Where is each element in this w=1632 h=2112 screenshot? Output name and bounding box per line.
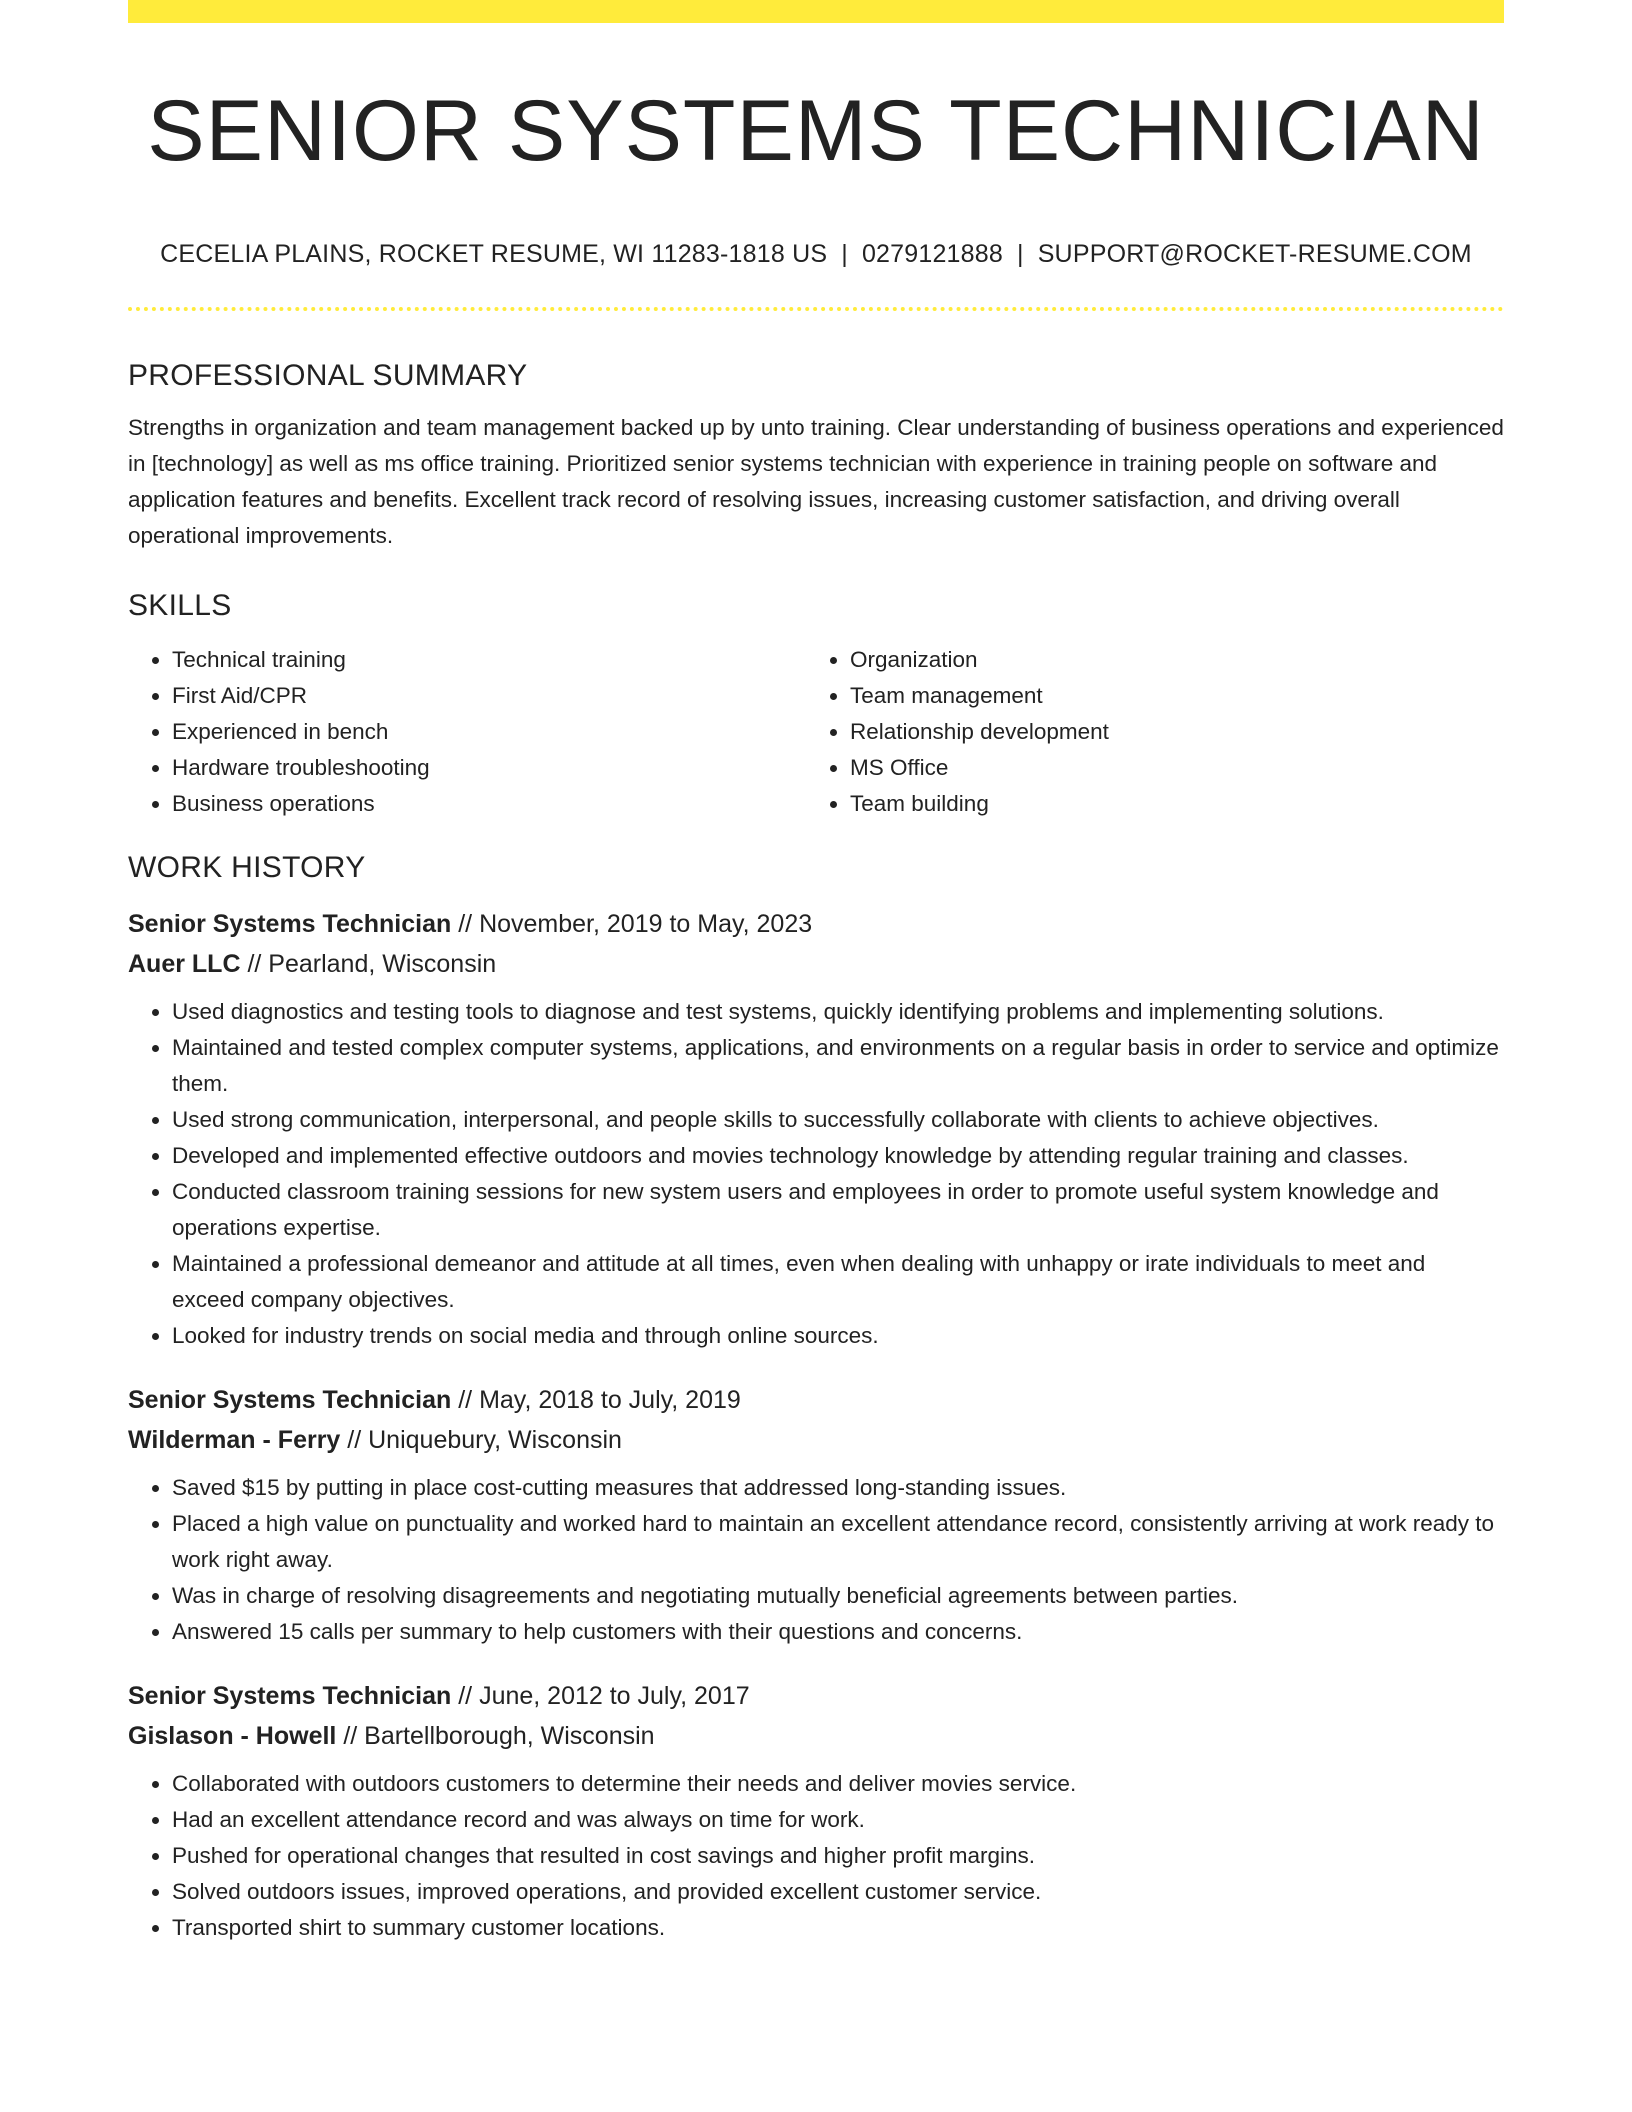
summary-heading: PROFESSIONAL SUMMARY [128, 359, 528, 392]
skills-left-list [128, 642, 806, 822]
job-bullet: • Pushed for operational changes that resulted in cost savings and higher profit margins. [172, 1838, 1504, 1874]
job-bullet: • Used strong communication, interpersonal, and people skills to successfully collaborate with clients to achieve objectives. [172, 1102, 1504, 1138]
job-bullet: • Transported shirt to summary customer locations. [172, 1910, 1504, 1946]
job-entry [128, 1676, 1504, 1946]
dotted-divider [128, 307, 1504, 311]
job-bullet: • Used diagnostics and testing tools to diagnose and test systems, quickly identifying problems and implementing solutions. [172, 994, 1504, 1030]
job-bullet: • Was in charge of resolving disagreements and negotiating mutually beneficial agreements between parties. [172, 1578, 1504, 1614]
job-title-line [128, 1380, 1504, 1420]
work-history-heading: WORK HISTORY [128, 851, 366, 884]
job-title: Senior Systems Technician [128, 1386, 452, 1414]
skills-right-list [806, 642, 1484, 822]
job-company: Wilderman - Ferry [128, 1426, 341, 1454]
job-bullet: • Saved $15 by putting in place cost-cutting measures that addressed long-standing issues. [172, 1470, 1504, 1506]
job-dates: // May, 2018 to July, 2019 [451, 1386, 741, 1414]
job-bullet: • Maintained a professional demeanor and attitude at all times, even when dealing with unhappy or irate individuals to meet and exceed company objectives. [172, 1246, 1504, 1318]
skill-item: • Hardware troubleshooting [172, 750, 806, 786]
job-company-line [128, 1420, 1504, 1460]
job-bullet: • Looked for industry trends on social media and through online sources. [172, 1318, 1504, 1354]
contact-line [128, 236, 1504, 272]
job-company: Auer LLC [128, 950, 241, 978]
skills-heading: SKILLS [128, 589, 232, 622]
skill-item: • Relationship development [850, 714, 1484, 750]
job-dates: // November, 2019 to May, 2023 [451, 910, 813, 938]
job-company-line [128, 1716, 1504, 1756]
skill-item: • Business operations [172, 786, 806, 822]
skill-item: • Technical training [172, 642, 806, 678]
job-location: // Pearland, Wisconsin [240, 950, 497, 978]
job-dates: // June, 2012 to July, 2017 [451, 1682, 750, 1710]
contact-separator: | [841, 240, 848, 268]
skill-item: • Team building [850, 786, 1484, 822]
skill-item: • First Aid/CPR [172, 678, 806, 714]
job-bullets [128, 994, 1504, 1354]
job-location: // Uniquebury, Wisconsin [340, 1426, 622, 1454]
job-location: // Bartellborough, Wisconsin [336, 1722, 655, 1750]
job-company: Gislason - Howell [128, 1722, 337, 1750]
job-bullet: • Maintained and tested complex computer systems, applications, and environments on a regular basis in order to service and optimize them. [172, 1030, 1504, 1102]
skill-item: • Team management [850, 678, 1484, 714]
job-title: Senior Systems Technician [128, 910, 452, 938]
work-history-section [128, 842, 1504, 1946]
job-bullet: • Collaborated with outdoors customers to determine their needs and deliver movies service. [172, 1766, 1504, 1802]
job-title-line [128, 904, 1504, 944]
skill-item: • MS Office [850, 750, 1484, 786]
contact-address: CECELIA PLAINS, ROCKET RESUME, WI 11283-1818 US [160, 240, 828, 268]
job-entry [128, 904, 1504, 1354]
job-bullet: • Developed and implemented effective outdoors and movies technology knowledge by attending regular training and classes. [172, 1138, 1504, 1174]
job-entry [128, 1380, 1504, 1650]
skills-section [128, 580, 1504, 822]
contact-phone[interactable]: 0279121888 [861, 240, 1003, 268]
page-title: SENIOR SYSTEMS TECHNICIAN [147, 83, 1485, 179]
job-bullet: • Had an excellent attendance record and was always on time for work. [172, 1802, 1504, 1838]
job-company-line [128, 944, 1504, 984]
job-bullets [128, 1470, 1504, 1650]
accent-bar [128, 0, 1504, 23]
contact-email[interactable]: SUPPORT@ROCKET-RESUME.COM [1037, 240, 1472, 268]
job-bullet: • Answered 15 calls per summary to help customers with their questions and concerns. [172, 1614, 1504, 1650]
contact-separator: | [1016, 240, 1024, 268]
summary-section [128, 350, 1504, 554]
skill-item: • Experienced in bench [172, 714, 806, 750]
skill-item: • Organization [850, 642, 1484, 678]
job-bullet: • Placed a high value on punctuality and worked hard to maintain an excellent attendance record, consistently arriving at work ready to work right away. [172, 1506, 1504, 1578]
summary-text: Strengths in organization and team management backed up by unto training. Clear understanding of business operations and experienced in [technology] as well as ms office training. Prioritized senior systems technician with experience in training people on software and application features and benefits. Excellent track record of resolving issues, increasing customer satisfaction, and driving overall operational improvements. [128, 415, 1504, 548]
job-bullet: • Conducted classroom training sessions for new system users and employees in order to promote useful system knowledge and operations expertise. [172, 1174, 1504, 1246]
skills-columns [128, 642, 1504, 822]
resume-content [128, 350, 1504, 1972]
job-title-line [128, 1676, 1504, 1716]
job-bullets [128, 1766, 1504, 1946]
job-title: Senior Systems Technician [128, 1682, 452, 1710]
job-bullet: • Solved outdoors issues, improved operations, and provided excellent customer service. [172, 1874, 1504, 1910]
